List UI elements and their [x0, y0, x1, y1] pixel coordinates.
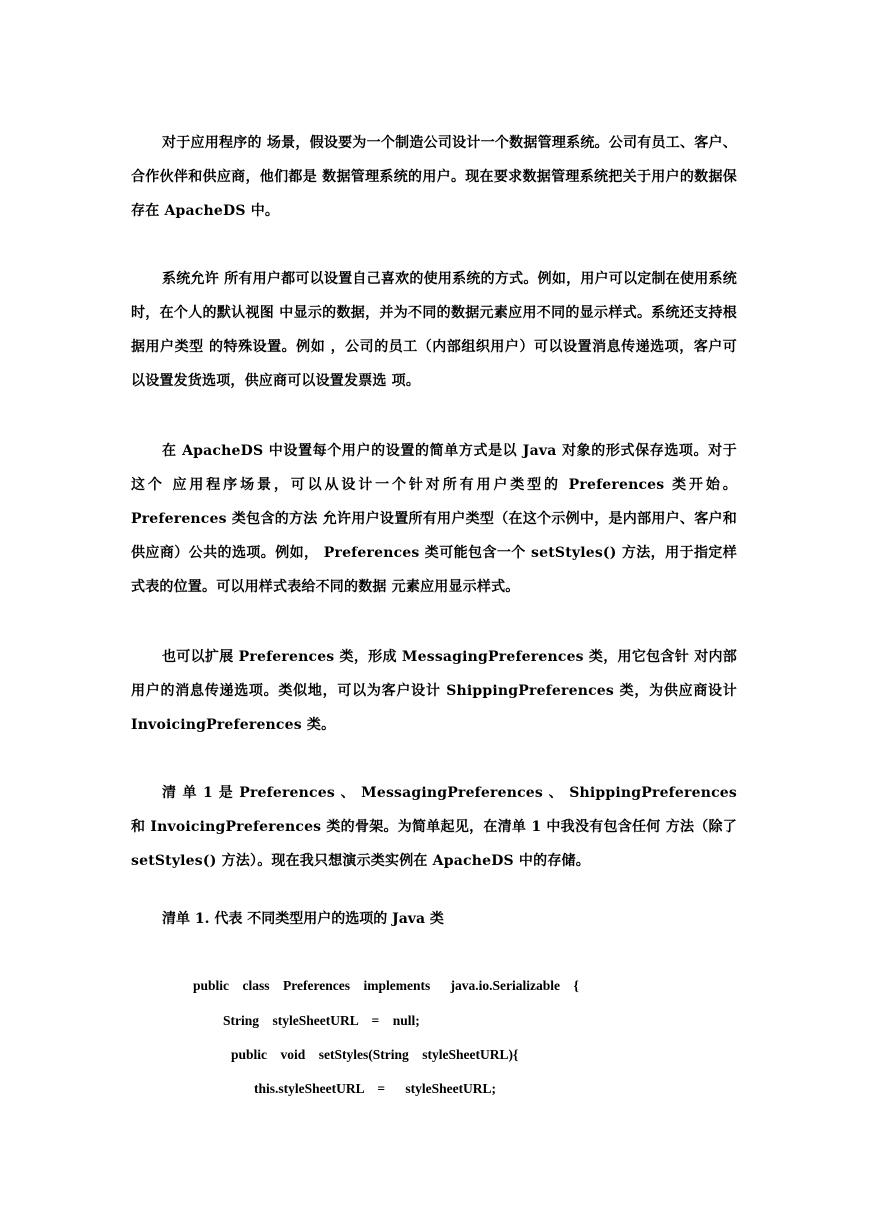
- code-line-class-declaration: public class Preferences implements java.io.Serializable {: [193, 978, 579, 993]
- code-line-assignment: this.styleSheetURL = styleSheetURL;: [254, 1081, 497, 1096]
- paragraph-apacheds-storage: 在 ApacheDS 中设置每个用户的设置的简单方式是以 Java 对象的形式保存选项。对于这个 应用程序场景，可以从设计一个针对所有用户类型的 Preferences 类开始。Preferences 类包含的方法 允许用户设置所有用户类型（在这个示例中，是内部用户、客户和供应商）公共的选项。例如， Preferences 类可能包含一个 setStyles() 方法，用于指定样式表的位置。可以用样式表给不同的数据 元素应用显示样式。: [131, 443, 737, 595]
- code-line-method-signature: public void setStyles(String styleSheetURL){: [231, 1047, 519, 1062]
- code-line-field: String styleSheetURL = null;: [223, 1013, 420, 1028]
- paragraph-intro: 对于应用程序的 场景，假设要为一个制造公司设计一个数据管理系统。公司有员工、客户、合作伙伴和供应商，他们都是 数据管理系统的用户。现在要求数据管理系统把关于用户的数据保存在 ApacheDS 中。: [131, 135, 737, 219]
- listing-title: 清单 1. 代表 不同类型用户的选项的 Java 类: [162, 911, 444, 927]
- paragraph-listing-intro: 清 单 1 是 Preferences 、 MessagingPreferences 、 ShippingPreferences 和 InvoicingPreferences 类的骨架。为简单起见，在清单 1 中我没有包含任何 方法（除了 setStyles() 方法）。现在我只想演示类实例在 ApacheDS 中的存储。: [131, 785, 737, 869]
- paragraph-extend-preferences: 也可以扩展 Preferences 类，形成 MessagingPreferences 类，用它包含针 对内部用户的消息传递选项。类似地，可以为客户设计 ShippingPreferences 类，为供应商设计 InvoicingPreferences 类。: [131, 649, 737, 733]
- paragraph-preferences-overview: 系统允许 所有用户都可以设置自己喜欢的使用系统的方式。例如，用户可以定制在使用系统时，在个人的默认视图 中显示的数据，并为不同的数据元素应用不同的显示样式。系统还支持根据用户类型 的特殊设置。例如 ，公司的员工（内部组织用户）可以设置消息传递选项，客户可以设置发货选项，供应商可以设置发票选 项。: [131, 271, 737, 389]
